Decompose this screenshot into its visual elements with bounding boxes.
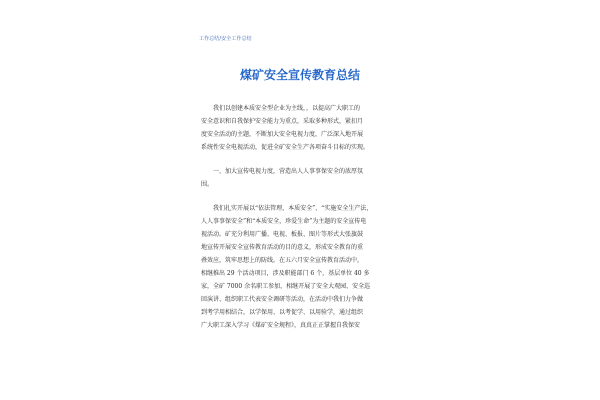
paragraph-line: 安全意识和自我保护安全能力为重点，采取多种形式，紧扣月 (201, 118, 364, 126)
paragraph-line: 地宣传开展安全宣传教育活动的目的意义，形成安全教育的重 (201, 243, 364, 251)
paragraph-line: 我们以创建本质安全型企业为主线，，以提高广大职工的 (201, 105, 361, 112)
paragraph-line: 广大职工深入学习《煤矿安全规程》，真真正正掌握自我保安 (201, 322, 361, 330)
paragraph-line: 系统性安全电视活动，促进全矿安全生产各项奋斗目标的实现。 (201, 144, 370, 152)
document-title: 煤矿安全宣传教育总结 (239, 68, 360, 82)
paragraph-line: 到考学用相结合，以学保用、以考促学、以用验学，通过组织 (201, 309, 364, 317)
paragraph-line: 我们扎实开展以“依法管理，本质安全”、“实施安全生产法， (201, 204, 373, 212)
breadcrumb[interactable]: 工作总结/安全工作总结 (199, 36, 252, 42)
paragraph-line: 家，全矿 7000 余名职工参加，相继开展了安全大观园、安全巡 (201, 283, 371, 291)
section-heading (201, 165, 400, 191)
document-body (201, 102, 400, 333)
paragraph-line: 回演讲、组织职工代表安全调研等活动，在活动中我们力争做 (201, 296, 364, 304)
paragraph-intro (201, 102, 400, 154)
paragraph-line: 围。 (201, 181, 214, 189)
paragraph-line: 度安全活动的主题，不断加大安全电视力度，广泛深入地开展 (201, 131, 364, 139)
paragraph-line: 相继推出 29 个活动项目，涉及职能部门 6 个，基层单位 40 多 (201, 270, 370, 278)
paragraph-line: 叠效应，筑牢思想上的防线。在五六月安全宣传教育活动中， (201, 256, 364, 264)
paragraph-detail (201, 202, 400, 333)
paragraph-line: 人人事事保安全”和“本质安全，珍爱生命”为主题的安全宣传电 (201, 217, 367, 225)
paragraph-line: 视活动。矿充分利用广播、电视、板报、图片等形式大张旗鼓 (201, 230, 364, 238)
paragraph-line: 一、加大宣传电视力度，营造出人人事事保安全的浓厚氛 (201, 168, 364, 176)
